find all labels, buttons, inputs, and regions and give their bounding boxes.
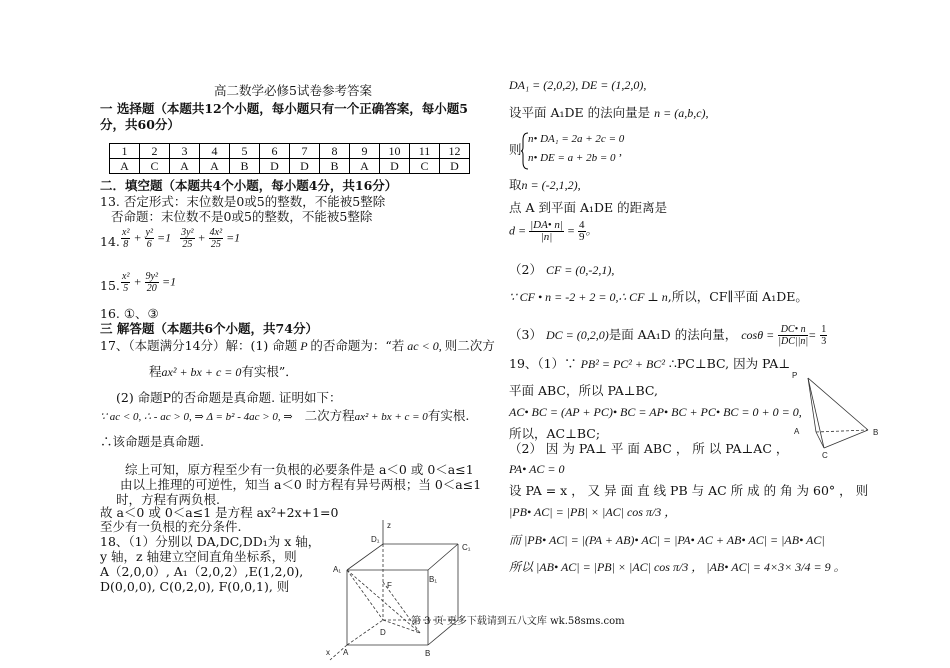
answer-table (109, 143, 470, 174)
q17-line1: 17、（本题满分14分）解：(1) 命题 P 的否命题为：“若 ac < 0, 则二次方 (100, 338, 495, 353)
label-d: D (380, 628, 386, 637)
q17-part2: (2) 命题P的否命题是真命题. 证明如下： (116, 390, 342, 405)
r-vectors: DA₁ = (2,0,2), DE = (1,2,0), (509, 78, 647, 92)
q18-line1: 18、（1）分别以 DA,DC,DD₁为 x 轴， (100, 534, 321, 549)
q18-line2: y 轴，z 轴建立空间直角坐标系，则 (100, 549, 297, 564)
section-1-heading-cont: 分，共60分） (100, 117, 180, 132)
answer-value-cell: A (170, 159, 200, 174)
q17-summary-2: 由以上推理的可逆性，知当 a＜0 时方程有异号两根；当 0＜a≤1 (120, 477, 482, 492)
answer-value-cell: D (440, 159, 470, 174)
tetrahedron-figure (788, 366, 888, 462)
q13-inverse: 否命题：末位数不是0或5的整数，不能被5整除 (111, 209, 373, 224)
q19-expand: 而 |PB• AC| = |(PA + AB)• AC| = |PA• AC + AB• AC| = |AB• AC| (509, 533, 825, 547)
answer-number-cell: 8 (320, 144, 350, 159)
q13-negation: 13. 否定形式：末位数是0或5的整数，不能被5整除 (100, 194, 386, 209)
answer-value-cell: A (110, 159, 140, 174)
label-a: A (343, 648, 349, 657)
q17-summary-3: 时，方程有两负根. (116, 492, 220, 507)
q14-answer: $\frac{\text{x²}}{8}$ + $\frac{\text{y²}}{6}$ =1 $\frac{\text{3y²}}{25}$ + $\frac{\text{4x²}}{25}$ =1 (122, 227, 241, 250)
q17-summary-4: 故 a＜0 或 0＜a≤1 是方程 ax²+2x+1=0 (100, 505, 339, 520)
r-part2: （2） CF = (0,-2,1), (509, 262, 615, 277)
q18-line3: A（2,0,0）, A₁（2,0,2）,E(1,2,0), (100, 564, 304, 579)
cube-figure (325, 520, 500, 668)
answer-number-cell: 3 (170, 144, 200, 159)
q19-dot-product: AC• BC = (AP + PC)• BC = AP• BC + PC• BC = 0 + 0 = 0, (509, 405, 802, 419)
r-system-eq2: n• DE = a + 2b = 0 (528, 152, 616, 164)
r-distance-formula: d = $\frac{|DA• n|}{|n|}$ = $\frac{4}{9}$ 。 (509, 219, 598, 243)
label-p: P (792, 371, 798, 380)
q14-label: 14. (100, 234, 120, 249)
q19-ac-perp-bc: 所以，AC⊥BC; (509, 426, 601, 441)
q19-pa-ac: PA• AC = 0 (509, 462, 565, 476)
q19-part2: （2） 因 为 PA⊥ 平 面 ABC ， 所 以 PA⊥AC ， (509, 441, 789, 456)
answer-number-row (110, 144, 470, 159)
answer-number-cell: 6 (260, 144, 290, 159)
label-c1: C₁ (462, 543, 471, 552)
page-footer: 第 3 页 更多下载请到五八文库 wk.58sms.com (411, 616, 625, 627)
q16-answer: 16. ①、③ (100, 306, 159, 321)
answer-number-cell: 7 (290, 144, 320, 159)
answer-number-cell: 11 (410, 144, 440, 159)
q19-pb-ac: |PB• AC| = |PB| × |AC| cos π/3 ， (509, 505, 677, 519)
answer-number-cell: 12 (440, 144, 470, 159)
answer-number-cell: 4 (200, 144, 230, 159)
r-system-label: 则 (509, 142, 522, 157)
label-b1: B₁ (429, 575, 438, 584)
r-system-eq1: n• DA₁ = 2a + 2c = 0 (528, 133, 625, 145)
answer-value-cell: C (410, 159, 440, 174)
q15-label: 15. (100, 278, 120, 293)
answer-value-cell: A (350, 159, 380, 174)
label-d1: D₁ (371, 535, 380, 544)
q17-summary-1: 综上可知，原方程至少有一负根的必要条件是 a＜0 或 0＜a≤1 (125, 462, 474, 477)
label-a: A (794, 427, 800, 436)
answer-number-cell: 10 (380, 144, 410, 159)
r-distance-text: 点 A 到平面 A₁DE 的距离是 (509, 200, 668, 215)
q17-proof: ∵ ac < 0, ∴ - ac > 0, ⇒ Δ = b² - 4ac > 0, ⇒ 二次方程ax² + bx + c = 0有实根. (100, 408, 470, 423)
r-system-comma: , (619, 144, 622, 158)
q18-line4: D(0,0,0), C(0,2,0), F(0,0,1), 则 (100, 579, 290, 594)
answer-number-cell: 5 (230, 144, 260, 159)
q17-conclusion: ∴该命题是真命题. (100, 434, 204, 449)
answer-value-row (110, 159, 470, 174)
q15-answer: $\frac{\text{x²}}{5}$ + $\frac{\text{9y²}}{20}$ =1 (122, 271, 177, 294)
label-f: F (387, 581, 392, 590)
label-b: B (425, 649, 431, 658)
r-parallel: ∵ CF • n = -2 + 2 = 0,∴ CF ⊥ n,所以，CF∥平面 A₁DE。 (509, 289, 808, 304)
label-x: x (326, 648, 330, 657)
answer-value-cell: D (380, 159, 410, 174)
q19-result: 所以 |AB• AC| = |PB| × |AC| cos π/3 ， |AB• AC| = 4×3× 3/4 = 9 。 (509, 560, 846, 574)
answer-number-cell: 9 (350, 144, 380, 159)
label-a1: A₁ (333, 565, 342, 574)
answer-value-cell: D (290, 159, 320, 174)
section-1-heading: 一 选择题（本题共12个小题，每小题只有一个正确答案，每小题5 (100, 101, 468, 116)
label-b: B (873, 428, 879, 437)
section-2-heading: 二．填空题（本题共4个小题，每小题4分，共16分） (100, 178, 398, 193)
answer-number-cell: 2 (140, 144, 170, 159)
q19-angle: 设 PA = x ， 又 异 面 直 线 PB 与 AC 所 成 的 角 为 60° ， 则 (509, 483, 869, 498)
q19-line1: 19、（1）∵ PB² = PC² + BC² ∴PC⊥BC, 因为 PA⊥ (509, 356, 791, 371)
answer-value-cell: B (320, 159, 350, 174)
answer-value-cell: C (140, 159, 170, 174)
r-choose-n: 取n = (-2,1,2), (509, 177, 581, 192)
page-title: 高二数学必修5试卷参考答案 (214, 83, 372, 98)
q17-line2: 程ax² + bx + c = 0有实根”． (149, 364, 298, 379)
r-part3: （3） DC = (0,2,0)是面 AA₁D 的法向量， cosθ = $\frac{DC• n}{|DC||n|}$ = $\frac{1}{3}$ (509, 324, 827, 347)
answer-value-cell: D (260, 159, 290, 174)
answer-number-cell: 1 (110, 144, 140, 159)
q17-summary-5: 至少有一负根的充分条件. (100, 519, 242, 534)
section-3-heading: 三 解答题（本题共6个小题，共74分） (100, 321, 318, 336)
label-c: C (822, 451, 828, 460)
answer-value-cell: B (230, 159, 260, 174)
answer-value-cell: A (200, 159, 230, 174)
r-normal-vector: 设平面 A₁DE 的法向量是 n = (a,b,c), (509, 105, 709, 120)
label-z: z (387, 521, 391, 530)
q19-line2: 平面 ABC，所以 PA⊥BC, (509, 383, 659, 398)
